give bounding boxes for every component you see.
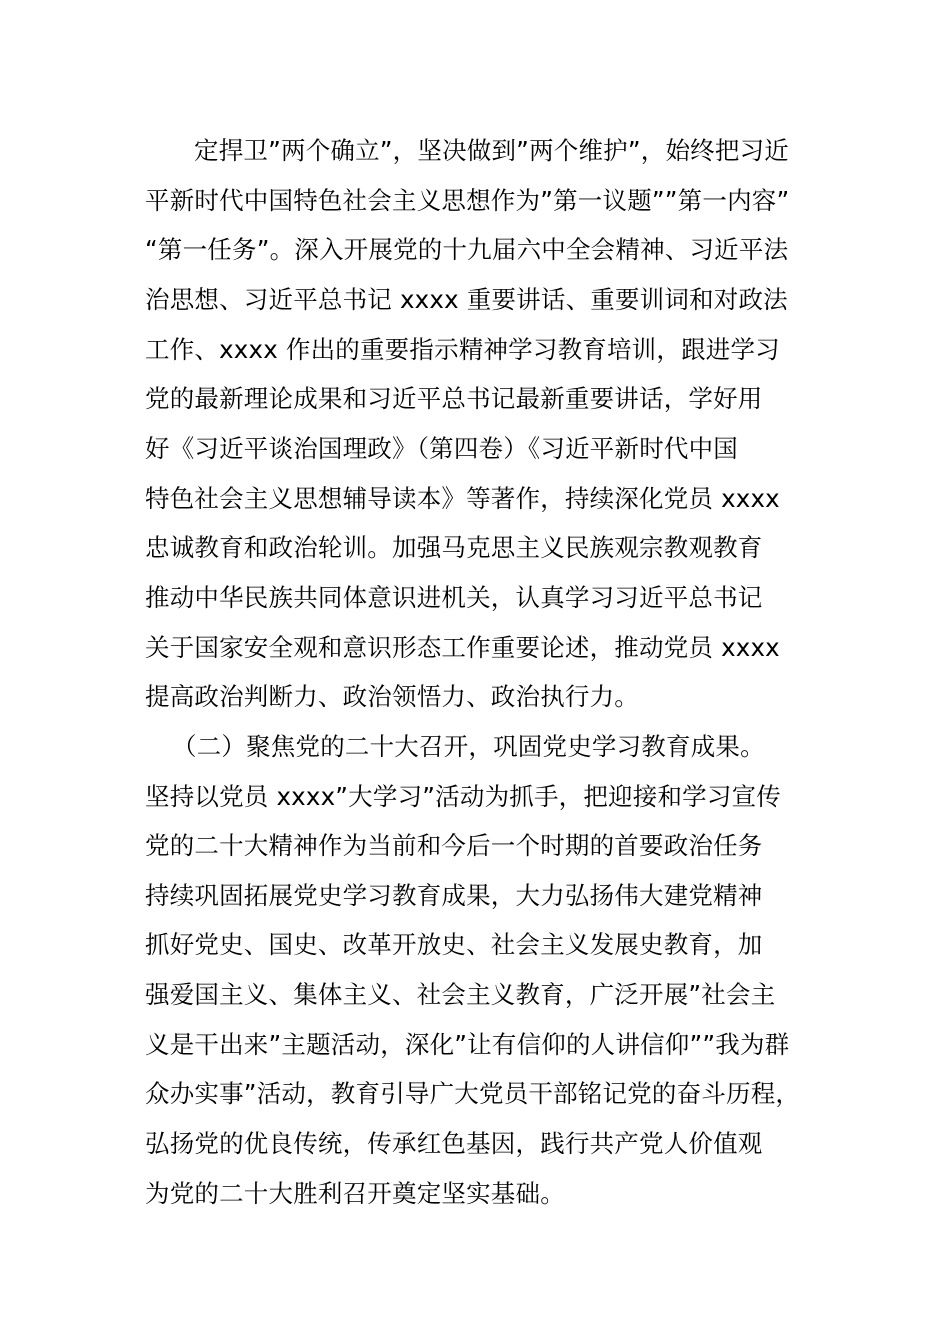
text-line: 提高政治判断力、政治领悟力、政治执行力。 — [145, 682, 639, 711]
text-line: 工作、xxxx 作出的重要指示精神学习教育培训，跟进学习 — [145, 335, 780, 364]
text-line: 定捍卫”两个确立”，坚决做到”两个维护”，始终把习近 — [194, 136, 789, 165]
text-line: 弘扬党的优良传统，传承红色基因，践行共产党人价值观 — [145, 1129, 763, 1158]
text-line: 治思想、习近平总书记 xxxx 重要讲话、重要训词和对政法 — [145, 285, 788, 314]
text-line: 推动中华民族共同体意识进机关，认真学习习近平总书记 — [145, 583, 763, 612]
text-line: 坚持以党员 xxxx”大学习”活动为抓手，把迎接和学习宣传 — [145, 782, 781, 811]
text-line: 持续巩固拓展党史学习教育成果，大力弘扬伟大建党精神 — [145, 881, 763, 910]
text-line: 好《习近平谈治国理政》（第四卷）《习近平新时代中国 — [145, 434, 738, 463]
section-heading: （二）聚焦党的二十大召开，巩固党史学习教育成果。 — [172, 732, 765, 761]
text-line: 义是干出来”主题活动，深化”让有信仰的人讲信仰””我为群 — [145, 1030, 790, 1059]
text-line: 党的二十大精神作为当前和今后一个时期的首要政治任务 — [145, 831, 763, 860]
text-line: 忠诚教育和政治轮训。加强马克思主义民族观宗教观教育 — [145, 533, 763, 562]
text-line: 为党的二十大胜利召开奠定坚实基础。 — [145, 1179, 565, 1208]
text-line: 强爱国主义、集体主义、社会主义教育，广泛开展”社会主 — [145, 980, 776, 1009]
text-line: 平新时代中国特色社会主义思想作为”第一议题””第一内容” — [145, 186, 790, 215]
text-line: 特色社会主义思想辅导读本》等著作，持续深化党员 xxxx — [145, 484, 780, 513]
text-line: “第一任务”。深入开展党的十九届六中全会精神、习近平法 — [145, 235, 789, 264]
text-line: 抓好党史、国史、改革开放史、社会主义发展史教育，加 — [145, 930, 763, 959]
text-line: 关于国家安全观和意识形态工作重要论述，推动党员 xxxx — [145, 633, 780, 662]
text-line: 党的最新理论成果和习近平总书记最新重要讲话，学好用 — [145, 384, 763, 413]
text-line: 众办实事”活动，教育引导广大党员干部铭记党的奋斗历程， — [145, 1079, 801, 1108]
